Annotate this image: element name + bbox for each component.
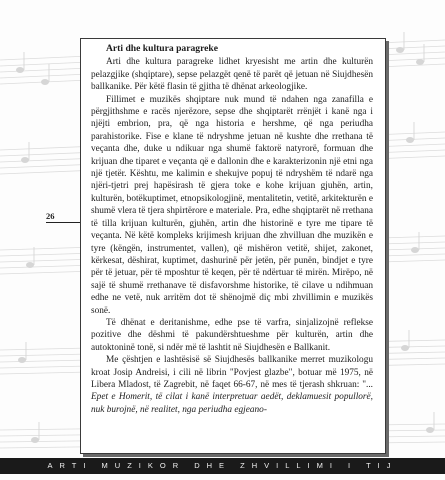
body-text xyxy=(91,43,373,416)
paragraph-4-quote: Epet e Homerit, të cilat i kanë interpretuar aedët, deklamuesit popullorë, nuk burojnë, në realitet, nga periudha egjeano- xyxy=(91,392,373,415)
page-number-rule xyxy=(46,222,80,223)
paragraph-3: Të dhënat e deritanishme, edhe pse të varfra, sinjalizojnë reflekse pozitive dhe dëshmi të pakundërshtueshme për kulturën, artin dhe autoktoninë tonë, si ndër më të lashtit në Siujdhesën e Ballkanit. xyxy=(91,317,373,353)
paragraph-1: Arti dhe kultura paragreke lidhet kryesisht me artin dhe kulturën pelazgjike (shqiptare), sepse pelazgët qenë të parët që jetuan në Siujdhesën ballkanike. Për këtë flasin të gjitha të dhënat arkeologjike. xyxy=(91,57,373,93)
paragraph-4 xyxy=(91,354,373,416)
running-footer: ARTI MUZIKOR DHE ZHVILLIMI I TIJ xyxy=(47,461,398,470)
paragraph-2: Fillimet e muzikës shqiptare nuk mund të ndahen nga zanafilla e përgjithshme e racës njerëzore, sepse dhe shqiptarët rrënjët i kanë nga i njëjti embrion, pra, që nga historia e hershme, që nga periudha parahistorike. Fise e klane të ndryshme jetuan në kushte dhe rrethana të veçanta dhe, duke u ndikuar nga shumë faktorë natyrorë, formuan dhe krijuan dhe tiparet e veçanta që e dallonin dhe e karakterizonin një etni nga një tjetër. Kështu, me kalimin e shekujve popuj të ndryshëm të ndarë nga njëri-tjetri prej hapësirash të gjera toke e kohe krijuan gjuhën, artin, kulturën, botëkuptimet, etnopsikologjinë, mentalitetin, vetitë, arkitekturën e shumë vlera të tjera shpirtërore e materiale. Pra, edhe shqiptarët në rrethana të tilla krijuan kulturën, gjuhën, artin dhe historinë e tyre me tipare të veçanta. Në këtë kompleks krijimesh krijuan dhe zhvilluan dhe muzikën e tyre (këngën, instrumentet, vallen), që mishëron vetitë, shijet, zakonet, kërkesat, dëshirat, kuptimet, dashurinë për jetën, për punën, bindjet e tyre për të jetuar, për të mposhtur të keqen, për të ndërtuar të mirën. Mirëpo, në sajë të shumë rrethanave të disfavorshme historike, të cilave u ndihmuan edhe ne vetë, nuk arritëm dot të shënojmë diç mbi zhvillimin e muzikës sonë. xyxy=(91,94,373,316)
section-title: Arti dhe kultura paragreke xyxy=(106,43,219,54)
page-number: 26 xyxy=(46,211,55,221)
text-frame xyxy=(80,38,386,454)
paragraph-4-text: Me çështjen e lashtësisë së Siujdhesës ballkanike merret muzikologu kroat Josip Andreisi, i cili në librin "Povjest glazbe", botuar më 1975, në Libera Mladost, të Zagrebit, në faqet 66-67, në mes të tjerash shkruan: "... xyxy=(91,355,373,390)
